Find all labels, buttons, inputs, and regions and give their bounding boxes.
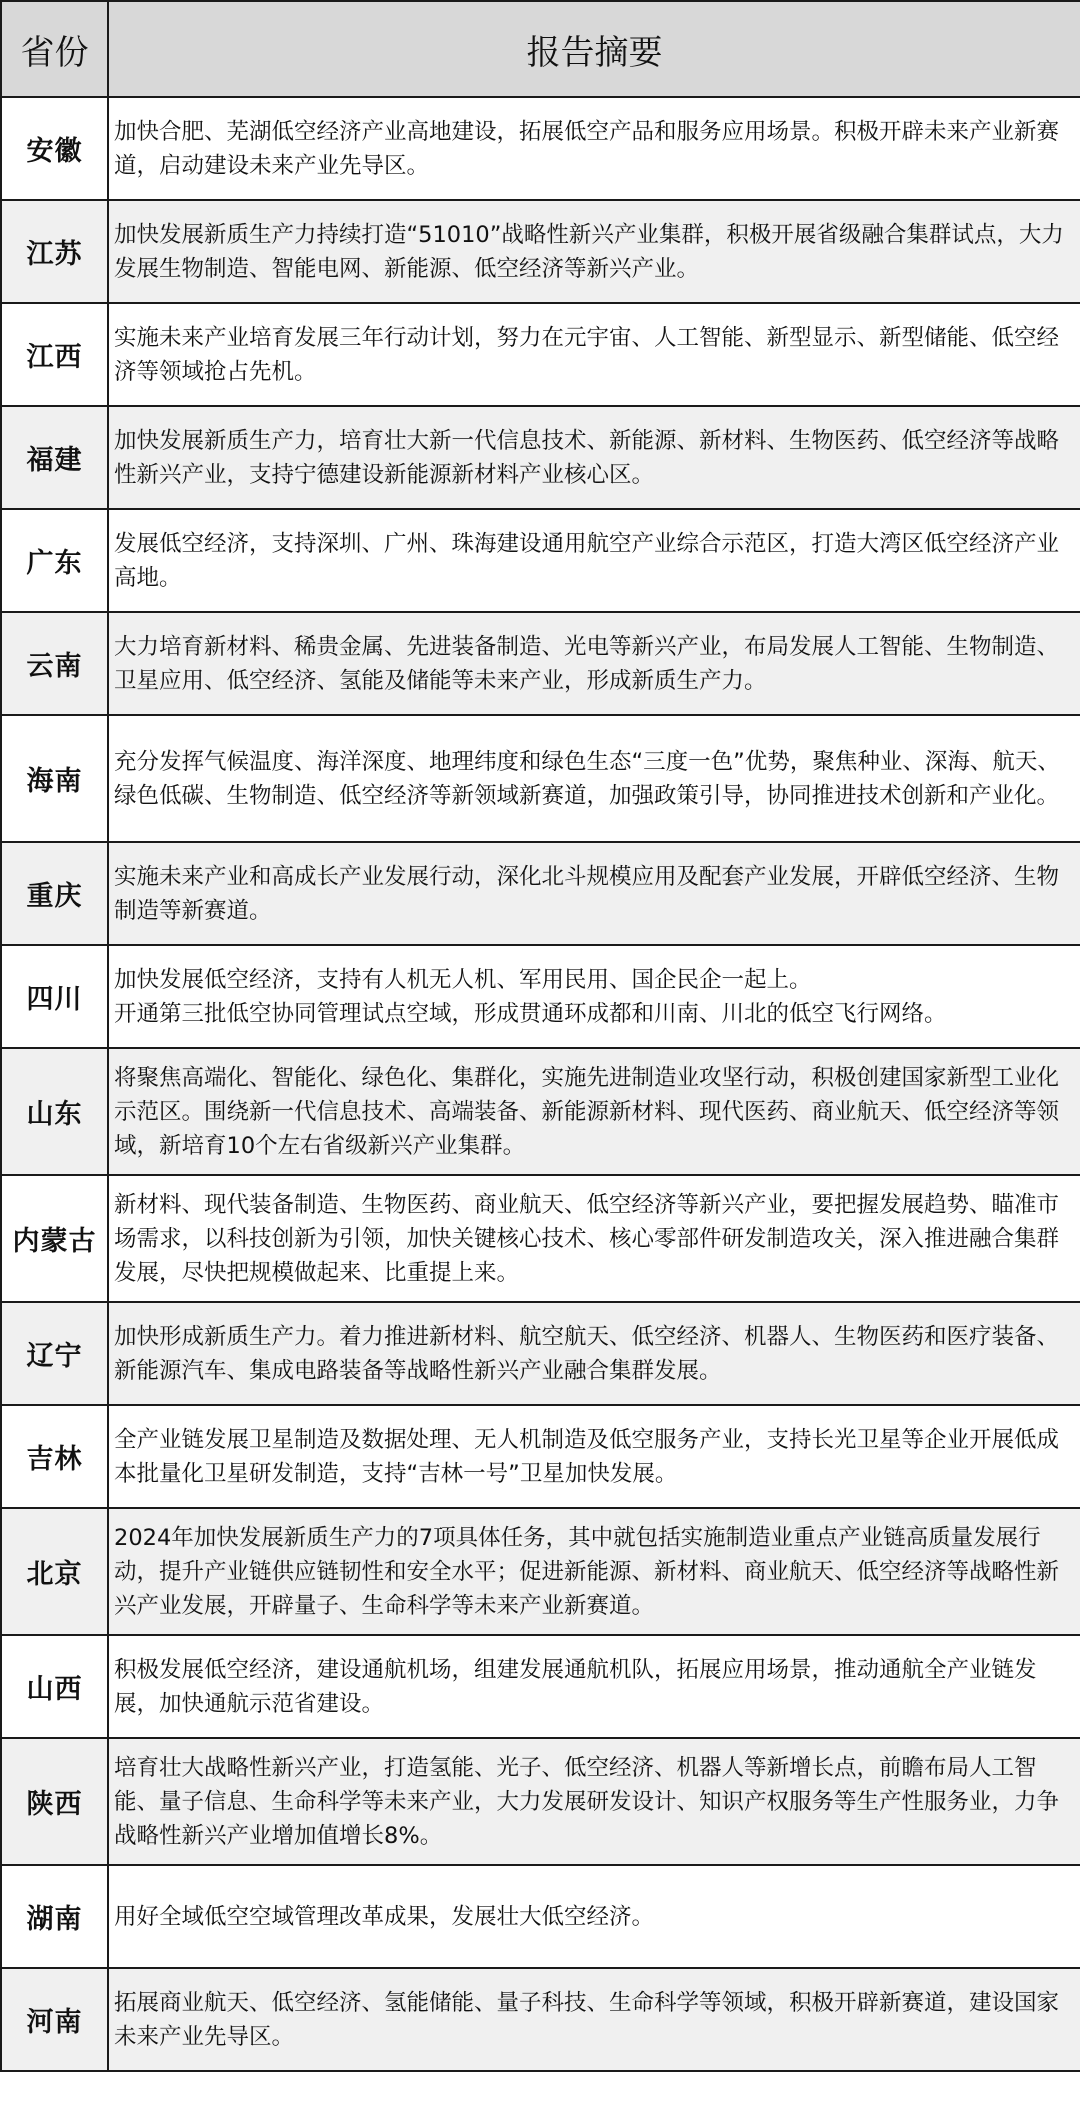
province-cell: 北京 (1, 1508, 108, 1635)
province-cell: 江西 (1, 303, 108, 406)
summary-cell: 加快发展新质生产力，培育壮大新一代信息技术、新能源、新材料、生物医药、低空经济等战略性新兴产业，支持宁德建设新能源新材料产业核心区。 (108, 406, 1080, 509)
summary-cell: 培育壮大战略性新兴产业，打造氢能、光子、低空经济、机器人等新增长点，前瞻布局人工智能、量子信息、生命科学等未来产业，大力发展研发设计、知识产权服务等生产性服务业，力争战略性新兴产业增加值增长8%。 (108, 1738, 1080, 1865)
summary-cell: 将聚焦高端化、智能化、绿色化、集群化，实施先进制造业攻坚行动，积极创建国家新型工业化示范区。围绕新一代信息技术、高端装备、新能源新材料、现代医药、商业航天、低空经济等领域，新培育10个左右省级新兴产业集群。 (108, 1048, 1080, 1175)
province-cell: 重庆 (1, 842, 108, 945)
header-row (1, 1, 1080, 97)
province-cell: 福建 (1, 406, 108, 509)
summary-cell: 2024年加快发展新质生产力的7项具体任务，其中就包括实施制造业重点产业链高质量发展行动，提升产业链供应链韧性和安全水平；促进新能源、新材料、商业航天、低空经济等战略性新兴产业发展，开辟量子、生命科学等未来产业新赛道。 (108, 1508, 1080, 1635)
summary-cell: 加快合肥、芜湖低空经济产业高地建设，拓展低空产品和服务应用场景。积极开辟未来产业新赛道，启动建设未来产业先导区。 (108, 97, 1080, 200)
table-row (1, 200, 1080, 303)
province-cell: 四川 (1, 945, 108, 1048)
summary-cell (108, 945, 1080, 1048)
province-cell: 湖南 (1, 1865, 108, 1968)
table-row (1, 715, 1080, 842)
province-cell: 河南 (1, 1968, 108, 2071)
table-row (1, 1508, 1080, 1635)
table-row (1, 842, 1080, 945)
summary-column-header: 报告摘要 (108, 1, 1080, 97)
table-row (1, 612, 1080, 715)
table-row (1, 1865, 1080, 1968)
table-row (1, 1635, 1080, 1738)
summary-cell: 大力培育新材料、稀贵金属、先进装备制造、光电等新兴产业，布局发展人工智能、生物制造、卫星应用、低空经济、氢能及储能等未来产业，形成新质生产力。 (108, 612, 1080, 715)
summary-cell: 实施未来产业培育发展三年行动计划，努力在元宇宙、人工智能、新型显示、新型储能、低空经济等领域抢占先机。 (108, 303, 1080, 406)
table-row (1, 1968, 1080, 2071)
table-row (1, 303, 1080, 406)
summary-cell: 用好全域低空空域管理改革成果，发展壮大低空经济。 (108, 1865, 1080, 1968)
summary-cell: 发展低空经济，支持深圳、广州、珠海建设通用航空产业综合示范区，打造大湾区低空经济产业高地。 (108, 509, 1080, 612)
table-row (1, 1405, 1080, 1508)
summary-cell: 全产业链发展卫星制造及数据处理、无人机制造及低空服务产业，支持长光卫星等企业开展低成本批量化卫星研发制造，支持“吉林一号”卫星加快发展。 (108, 1405, 1080, 1508)
summary-cell: 新材料、现代装备制造、生物医药、商业航天、低空经济等新兴产业，要把握发展趋势、瞄准市场需求，以科技创新为引领，加快关键核心技术、核心零部件研发制造攻关，深入推进融合集群发展，尽快把规模做起来、比重提上来。 (108, 1175, 1080, 1302)
province-cell: 云南 (1, 612, 108, 715)
province-cell: 辽宁 (1, 1302, 108, 1405)
table-row (1, 1302, 1080, 1405)
summary-cell: 充分发挥气候温度、海洋深度、地理纬度和绿色生态“三度一色”优势，聚焦种业、深海、航天、绿色低碳、生物制造、低空经济等新领域新赛道，加强政策引导，协同推进技术创新和产业化。 (108, 715, 1080, 842)
table-row (1, 406, 1080, 509)
table-row (1, 509, 1080, 612)
province-cell: 山东 (1, 1048, 108, 1175)
province-cell: 山西 (1, 1635, 108, 1738)
province-cell: 安徽 (1, 97, 108, 200)
summary-cell: 拓展商业航天、低空经济、氢能储能、量子科技、生命科学等领域，积极开辟新赛道，建设国家未来产业先导区。 (108, 1968, 1080, 2071)
province-cell: 江苏 (1, 200, 108, 303)
province-cell: 内蒙古 (1, 1175, 108, 1302)
province-cell: 吉林 (1, 1405, 108, 1508)
summary-cell: 加快发展新质生产力持续打造“51010”战略性新兴产业集群，积极开展省级融合集群试点，大力发展生物制造、智能电网、新能源、低空经济等新兴产业。 (108, 200, 1080, 303)
province-cell: 海南 (1, 715, 108, 842)
table-row (1, 945, 1080, 1048)
summary-cell: 加快形成新质生产力。着力推进新材料、航空航天、低空经济、机器人、生物医药和医疗装备、新能源汽车、集成电路装备等战略性新兴产业融合集群发展。 (108, 1302, 1080, 1405)
summary-cell: 实施未来产业和高成长产业发展行动，深化北斗规模应用及配套产业发展，开辟低空经济、生物制造等新赛道。 (108, 842, 1080, 945)
summary-line: 开通第三批低空协同管理试点空域，形成贯通环成都和川南、川北的低空飞行网络。 (114, 1000, 947, 1027)
table-row (1, 1048, 1080, 1175)
table-row (1, 1738, 1080, 1865)
summary-cell: 积极发展低空经济，建设通航机场，组建发展通航机队，拓展应用场景，推动通航全产业链发展，加快通航示范省建设。 (108, 1635, 1080, 1738)
table-row (1, 97, 1080, 200)
summary-line: 加快发展低空经济，支持有人机无人机、军用民用、国企民企一起上。 (114, 966, 812, 993)
province-cell: 广东 (1, 509, 108, 612)
province-column-header: 省份 (1, 1, 108, 97)
table-row (1, 1175, 1080, 1302)
province-cell: 陕西 (1, 1738, 108, 1865)
